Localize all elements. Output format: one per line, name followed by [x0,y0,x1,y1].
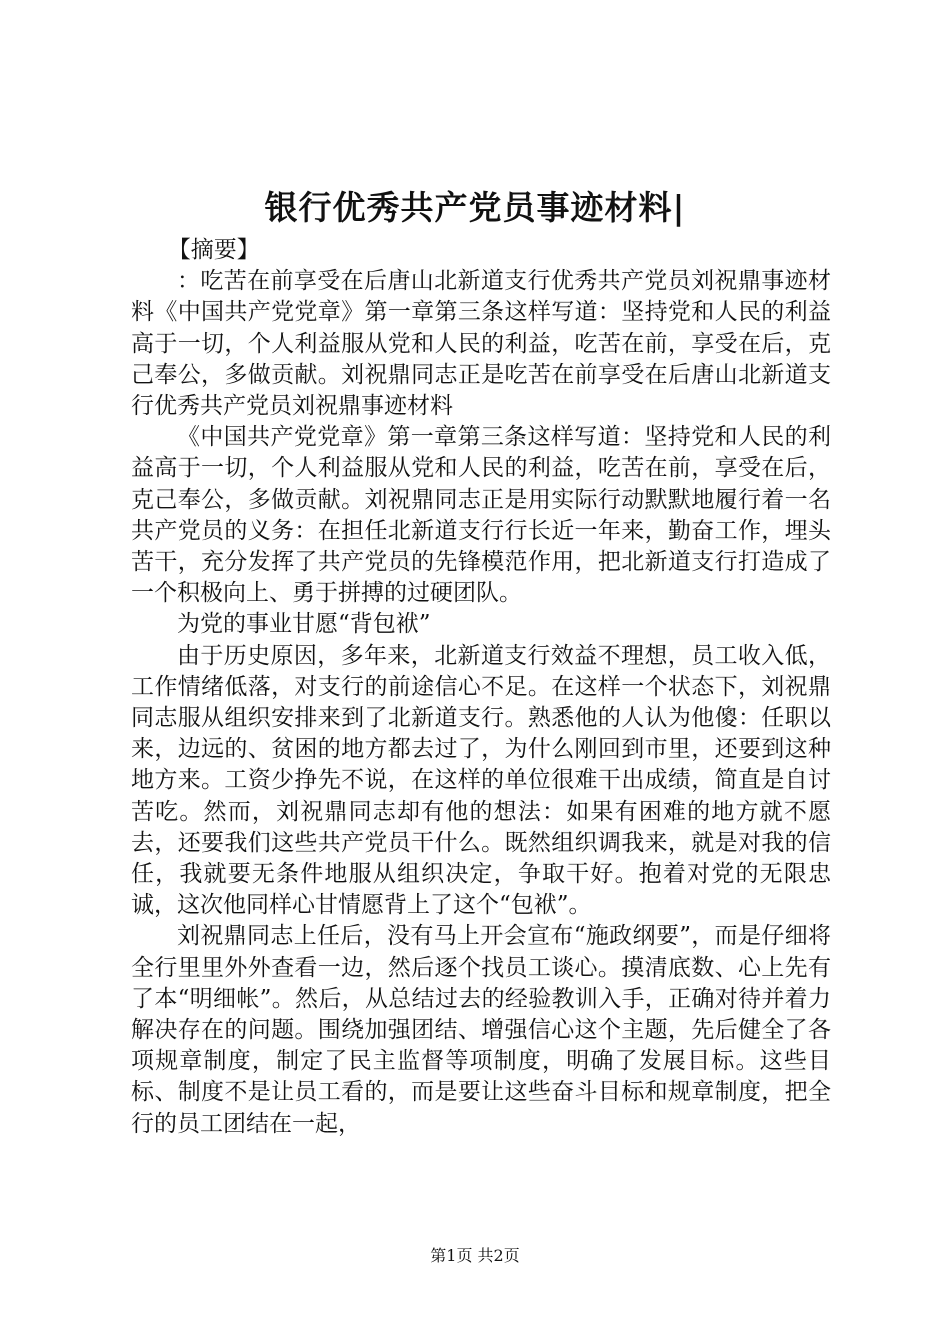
body-paragraph: 刘祝鼎同志上任后，没有马上开会宣布“施政纲要”，而是仔细将全行里里外外查看一边，然后逐个找员工谈心。摸清底数、心上先有了本“明细帐”。然后，从总结过去的经验教训入手，正确对待并着力解决存在的问题。围绕加强团结、增强信心这个主题，先后健全了各项规章制度，制定了民主监督等项制度，明确了发展目标。这些目标、制度不是让员工看的，而是要让这些奋斗目标和规章制度，把全行的员工团结在一起， [131,923,831,1137]
document-title: 银行优秀共产党员事迹材料| [264,188,686,227]
summary-label: 【摘要】 [167,237,260,263]
page-footer: 第1页 共2页 [430,1246,520,1265]
body-paragraph: 《中国共产党党章》第一章第三条这样写道：坚持党和人民的利益高于一切，个人利益服从党和人民的利益，吃苦在前，享受在后，克己奉公，多做贡献。刘祝鼎同志正是用实际行动默默地履行着一名共产党员的义务：在担任北新道支行行长近一年来，勤奋工作，埋头苦干，充分发挥了共产党员的先锋模范作用，把北新道支行打造成了一个积极向上、勇于拼搏的过硬团队。 [131,424,831,607]
document-body [131,235,831,1140]
summary-paragraph: ：吃苦在前享受在后唐山北新道支行优秀共产党员刘祝鼎事迹材料《中国共产党党章》第一章第三条这样写道：坚持党和人民的利益高于一切，个人利益服从党和人民的利益，吃苦在前，享受在后，克己奉公，多做贡献。刘祝鼎同志正是吃苦在前享受在后唐山北新道支行优秀共产党员刘祝鼎事迹材料 [131,268,831,420]
section-heading: 为党的事业甘愿“背包袱” [177,611,431,638]
body-paragraph: 由于历史原因，多年来，北新道支行效益不理想，员工收入低，工作情绪低落，对支行的前途信心不足。在这样一个状态下，刘祝鼎同志服从组织安排来到了北新道支行。熟悉他的人认为他傻：任职以来，边远的、贫困的地方都去过了，为什么刚回到市里，还要到这种地方来。工资少挣先不说，在这样的单位很难干出成绩，简直是自讨苦吃。然而，刘祝鼎同志却有他的想法：如果有困难的地方就不愿去，还要我们这些共产党员干什么。既然组织调我来，就是对我的信任，我就要无条件地服从组织决定，争取干好。抱着对党的无限忠诚，这次他同样心甘情愿背上了这个“包袱”。 [131,642,831,919]
